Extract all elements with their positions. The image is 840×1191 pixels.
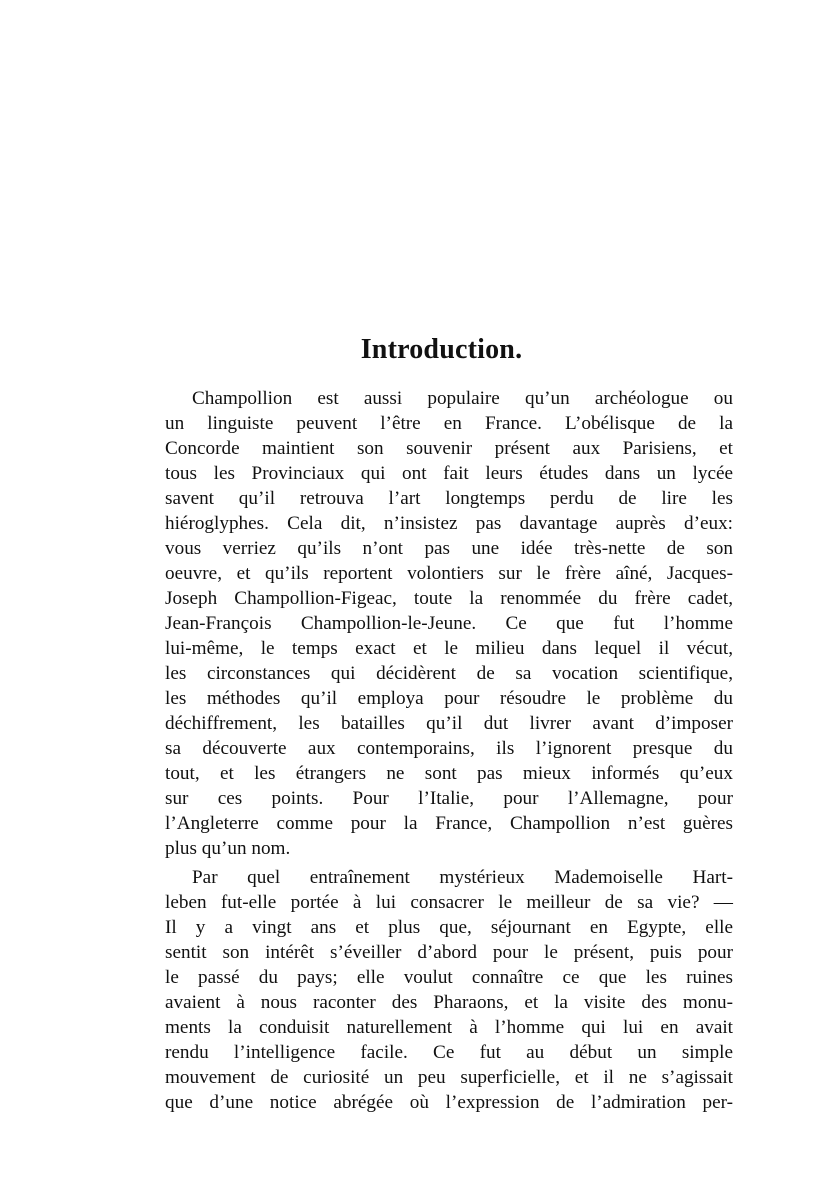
paragraph-line: l’Angleterre comme pour la France, Champollion n’est guères <box>165 813 733 834</box>
paragraph-line: hiéroglyphes. Cela dit, n’insistez pas davantage auprès d’eux: <box>165 513 733 534</box>
paragraph-line: lui-même, le temps exact et le milieu dans lequel il vécut, <box>165 638 733 659</box>
paragraph-line: un linguiste peuvent l’être en France. L’obélisque de la <box>165 413 733 434</box>
paragraph-line: tous les Provinciaux qui ont fait leurs études dans un lycée <box>165 463 733 484</box>
paragraph-line: mouvement de curiosité un peu superficielle, et il ne s’agissait <box>165 1067 733 1088</box>
paragraph-line: plus qu’un nom. <box>165 838 291 859</box>
paragraph-line: rendu l’intelligence facile. Ce fut au début un simple <box>165 1042 733 1063</box>
paragraph-line: les circonstances qui décidèrent de sa vocation scientifique, <box>165 663 733 684</box>
paragraph-line: vous verriez qu’ils n’ont pas une idée très-nette de son <box>165 538 733 559</box>
paragraph-line: leben fut-elle portée à lui consacrer le meilleur de sa vie? — <box>165 892 733 913</box>
paragraph-line: oeuvre, et qu’ils reportent volontiers sur le frère aîné, Jacques- <box>165 563 733 584</box>
paragraph-line: déchiffrement, les batailles qu’il dut livrer avant d’imposer <box>165 713 733 734</box>
paragraph-line: savent qu’il retrouva l’art longtemps perdu de lire les <box>165 488 733 509</box>
paragraph-line: Par quel entraînement mystérieux Mademoiselle Hart- <box>192 867 733 888</box>
page-title: Introduction. <box>360 334 523 365</box>
paragraph-line: ments la conduisit naturellement à l’homme qui lui en avait <box>165 1017 733 1038</box>
paragraph-line: Concorde maintient son souvenir présent aux Parisiens, et <box>165 438 733 459</box>
paragraph-line: Joseph Champollion-Figeac, toute la renommée du frère cadet, <box>165 588 733 609</box>
paragraph-line: sentit son intérêt s’éveiller d’abord pour le présent, puis pour <box>165 942 733 963</box>
paragraph-line: Jean-François Champollion-le-Jeune. Ce que fut l’homme <box>165 613 733 634</box>
paragraph-line: Champollion est aussi populaire qu’un archéologue ou <box>192 388 733 409</box>
paragraph-line: les méthodes qu’il employa pour résoudre le problème du <box>165 688 733 709</box>
paragraph-line: avaient à nous raconter des Pharaons, et la visite des monu- <box>165 992 733 1013</box>
paragraph-line: que d’une notice abrégée où l’expression de l’admiration per- <box>165 1092 733 1113</box>
paragraph-line: Il y a vingt ans et plus que, séjournant en Egypte, elle <box>165 917 733 938</box>
paragraph-line: sur ces points. Pour l’Italie, pour l’Allemagne, pour <box>165 788 733 809</box>
paragraph-line: tout, et les étrangers ne sont pas mieux informés qu’eux <box>165 763 733 784</box>
paragraph-line: sa découverte aux contemporains, ils l’ignorent presque du <box>165 738 733 759</box>
paragraph-line: le passé du pays; elle voulut connaître ce que les ruines <box>165 967 733 988</box>
